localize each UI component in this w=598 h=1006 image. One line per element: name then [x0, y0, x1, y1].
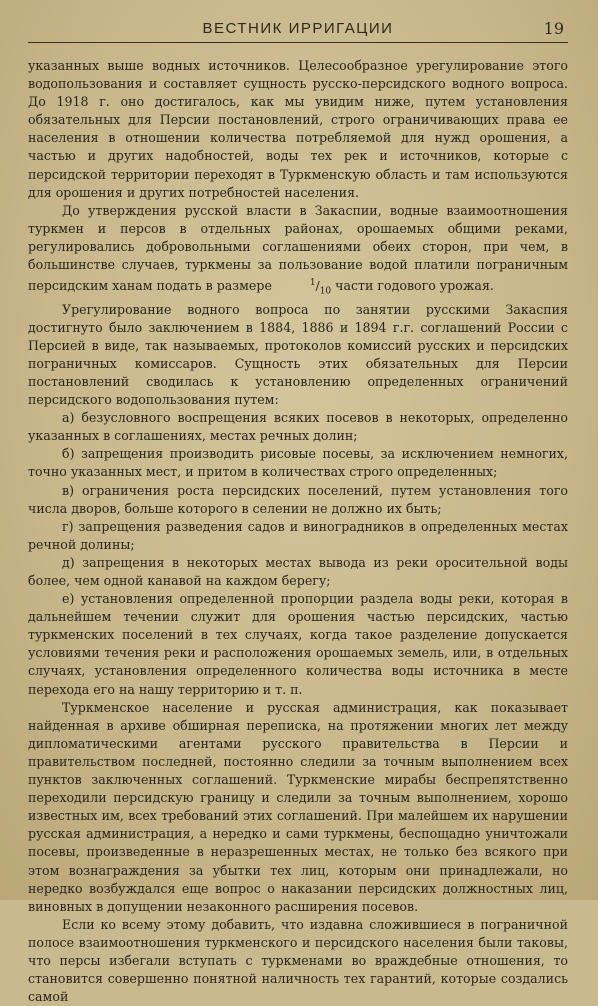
list-item-v: в) ограничения роста персидских поселений, путем установления того числа дворов, больше которого в селении не должно их быть;	[28, 482, 568, 516]
page-number: 19	[543, 19, 564, 38]
paragraph-2-text-a: До утверждения русской власти в Закаспии, водные взаимоотношения туркмен и персов в отдельных районах, орошаемых общими реками, регулировались добровольными соглашениями обеих сторон, при чем, в большинстве случаев, туркмены за пользование водой платили пограничным персидским ханам подать в размере	[28, 202, 568, 294]
body-text	[28, 57, 568, 1006]
journal-title: ВЕСТНИК ИРРИГАЦИИ	[202, 20, 394, 37]
paragraph-1: указанных выше водных источников. Целесообразное урегулирование этого водопользования и составляет сущность русско-персидского водного вопроса. До 1918 г. оно достигалось, как мы увидим ниже, путем установления обязательных для Персии постановлений, строго ограничивающих права ее населения в отношении количества потребляемой для нужд орошения, а частью и других надобностей, воды тех рек и источников, которые с персидской территории переходят в Туркменскую область и там используются для орошения и других потребностей населения.	[28, 58, 568, 200]
paragraph-4: Туркменское население и русская администрация, как показывает найденная в архиве обширная переписка, на протяжении многих лет между дипломатическими агентами русского правительства в Персии и правительством последней, постоянно следили за точным выполнением всех пунктов заключенных соглашений. Туркменские мирабы беспрепятственно переходили персидскую границу и следили за точным выполнением, хорошо известных им, всех требований этих соглашений. При малейшем их нарушении русская администрация, а нередко и сами туркмены, беспощадно уничтожали посевы, произведенные в неразрешенных местах, не только без всякого при этом вознаграждения за убытки тех лиц, которым они принадлежали, но нередко возбуждался еще вопрос о наказании персидских должностных лиц, виновных в допущении незаконного расширения посевов.	[28, 699, 568, 914]
running-header	[28, 18, 568, 43]
paragraph-2-text-b: части годового урожая.	[335, 278, 494, 294]
paragraph-3: Урегулирование водного вопроса по занятии русскими Закаспия достигнуто было заключением в 1884, 1886 и 1894 г.г. соглашений России с Персией в виде, так называемых, протоколов комиссий русских и персидских пограничных комиссаров. Сущность этих обязательных для Персии постановлений сводилась к установлению определенных ограничений персидского водопользования путем:	[28, 301, 568, 408]
fraction-denominator: 10	[319, 286, 332, 297]
list-item-e: е) установления определенной пропорции раздела воды реки, которая в дальнейшем течении служит для орошения частью персидских, частью туркменских поселений в тех случаях, когда такое разделение допускается условиями течения реки и расположения орошаемых земель, или, в отдельных случаях, установления определенного количества воды источника в месте перехода его на нашу территорию и т. п.	[28, 591, 568, 697]
paragraph-2	[28, 202, 568, 301]
list-item-g: г) запрещения разведения садов и виноградников в определенных местах речной долины;	[28, 518, 568, 552]
list-item-b: б) запрещения производить рисовые посевы, за исключением немногих, точно указанных мест, и притом в количествах строго определенных;	[28, 446, 568, 480]
list-item-d: д) запрещения в некоторых местах вывода из реки оросительной воды более, чем одной канавой на каждом берегу;	[28, 554, 568, 589]
fraction-one-tenth: $^1/_{10}$	[309, 278, 332, 297]
list-item-a: а) безусловного воспрещения всяких посевов в некоторых, определенно указанных в соглашениях, местах речных долин;	[28, 410, 568, 444]
fraction-numerator: 1	[309, 278, 316, 289]
paragraph-5: Если ко всему этому добавить, что издавна сложившиеся в пограничной полосе взаимоотношения туркменского и персидского населения были таковы, что персы избегали вступать с туркменами во враждебные отношения, то становится совершенно понятной наличность тех гарантий, которые создались самой	[28, 916, 568, 1005]
